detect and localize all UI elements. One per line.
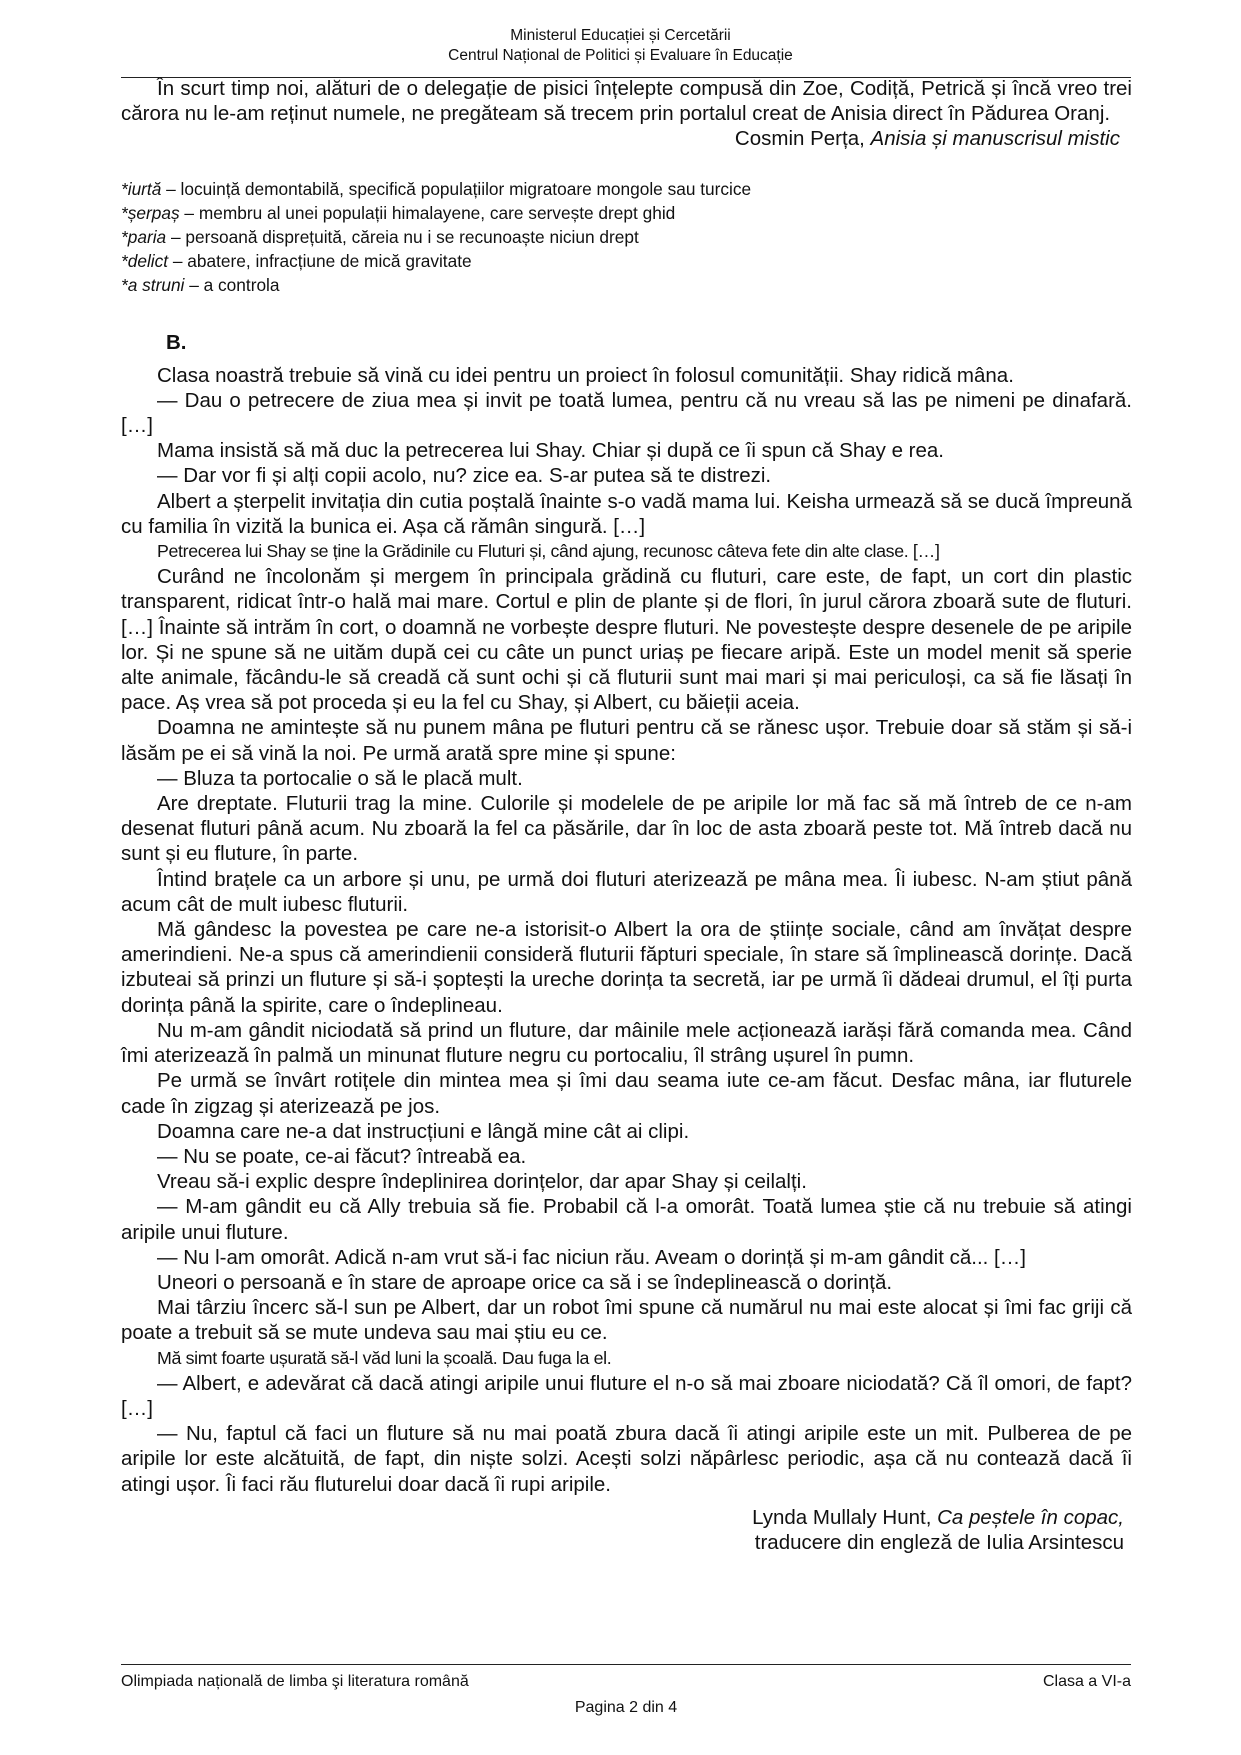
paragraph: Mă gândesc la povestea pe care ne-a istorisit-o Albert la ora de științe sociale, când am învățat despre amerindieni. Ne-a spus că amerindienii consideră fluturii făpturi speciale, în stare să împlinească dorințe. Dacă izbuteai să prinzi un fluture și să-i șoptești la ureche dorința ta secretă, iar pe urmă îi dădeai drumul, el îți purta dorința până la spirite, care o îndeplineau. (121, 918, 1132, 1017)
paragraph: — Albert, e adevărat că dacă atingi aripile unui fluture el n-o să mai zboare niciodată? Că îl omori, de fapt? […] (121, 1371, 1132, 1420)
glossary-note: *delict – abatere, infracțiune de mică gravitate (121, 250, 472, 271)
page-header (0, 26, 1241, 66)
header-center: Centrul Național de Politici și Evaluare în Educație (448, 47, 793, 64)
footer-divider (121, 1664, 1131, 1665)
paragraph: — Dar vor fi și alți copii acolo, nu? zice ea. S-ar putea să te distrezi. (157, 464, 772, 488)
section-a-source (121, 126, 1132, 151)
page-content (121, 76, 1132, 1555)
paragraph: Pe urmă se învârt rotițele din mintea mea și îmi dau seama iute ce-am făcut. Desfac mâna, iar fluturele cade în zigzag și aterizează pe jos. (121, 1069, 1132, 1118)
paragraph: Mai târziu încerc să-l sun pe Albert, dar un robot îmi spune că numărul nu mai este alocat și îmi fac griji că poate a trebuit să se mute undeva sau mai știu eu ce. (121, 1296, 1132, 1345)
source-author: Cosmin Perța, (734, 127, 865, 151)
glossary-note: *a struni – a controla (121, 274, 280, 295)
paragraph: — Bluza ta portocalie o să le placă mult. (157, 766, 523, 790)
glossary-notes (121, 177, 1132, 297)
paragraph: — Nu se poate, ce-ai făcut? întreabă ea. (157, 1144, 527, 1168)
credit-translation: traducere din engleză de Iulia Arsintescu (754, 1530, 1124, 1554)
paragraph: — Nu, faptul că faci un fluture să nu mai poată zbura dacă îi atingi aripile este un mit. Pulberea de pe aripile lor este alcătuită, de fapt, din niște solzi. Acești solzi năpârlesc periodic, așa că nu contează dacă îi atingi ușor. Îi faci rău fluturelui doar dacă îi rupi aripile. (121, 1422, 1132, 1496)
paragraph: Nu m-am gândit niciodată să prind un fluture, dar mâinile mele acționează iarăși fără comanda mea. Când îmi aterizează în palmă un minunat fluture negru cu portocaliu, îl strâng ușurel în pumn. (121, 1018, 1132, 1068)
paragraph: Doamna care ne-a dat instrucțiuni e lângă mine cât ai clipi. (157, 1119, 690, 1143)
glossary-note: *paria – persoană disprețuită, căreia nu i se recunoaște niciun drept (121, 226, 639, 247)
paragraph: Curând ne încolonăm și mergem în principala grădină cu fluturi, care este, de fapt, un cort din plastic transparent, ridicat într-o hală mai mare. Cortul e plin de plante și de flori, în jurul cărora zboară sute de fluturi. […] Înainte să intrăm în cort, o doamnă ne vorbește despre fluturi. Ne povestește despre desenele de pe aripile lor. Și ne spune să ne uităm după cei cu câte un punct uriaș pe fiecare aripă. Este un model menit să sperie alte animale, făcându-le să creadă că sunt ochi și că fluturii sunt mai mari și mai periculoși, ca să fie lăsați în pace. Aș vrea să pot proceda și eu la fel cu Shay, și Albert, cu băieții aceia. (121, 565, 1132, 715)
paragraph: Uneori o persoană e în stare de aproape orice ca să i se îndeplinească o dorință. (157, 1270, 893, 1294)
paragraph: — M-am gândit eu că Ally trebuia să fie. Probabil că l-a omorât. Toată lumea știe că nu trebuie să atingi aripile unui fluture. (121, 1195, 1132, 1244)
paragraph: — Dau o petrecere de ziua mea și invit pe toată lumea, pentru că nu vreau să las pe nimeni pe dinafară. […] (121, 388, 1132, 438)
paragraph: Petrecerea lui Shay se ține la Grădinile cu Fluturi și, când ajung, recunosc câteva fete din alte clase. […] (157, 541, 940, 562)
glossary-note: *șerpaș – membru al unei populații himalayene, care servește drept ghid (121, 202, 676, 223)
glossary-note: *iurtă – locuință demontabilă, specifică populațiilor migratoare mongole sau turcice (121, 178, 752, 199)
credit-line (121, 1505, 1124, 1530)
section-b-label: B. (166, 330, 187, 354)
page-number: Pagina 2 din 4 (574, 1699, 678, 1716)
paragraph: — Nu l-am omorât. Adică n-am vrut să-i fac niciun rău. Aveam o dorință și m-am gândit că... […] (157, 1245, 1026, 1269)
paragraph: Mă simt foarte ușurată să-l văd luni la școală. Dau fuga la el. (157, 1347, 612, 1368)
section-b-text (121, 363, 1132, 1497)
paragraph: Întind brațele ca un arbore și unu, pe urmă doi fluturi aterizează pe mâna mea. Îi iubesc. N-am știut până acum cât de mult iubesc fluturii. (121, 867, 1132, 916)
footer-olympiad: Olimpiada națională de limba şi literatura română (121, 1673, 469, 1690)
footer-grade: Clasa a VI-a (1042, 1673, 1131, 1690)
header-ministry: Ministerul Educației și Cercetării (510, 27, 731, 44)
source-book: Anisia și manuscrisul mistic (870, 127, 1120, 151)
paragraph: Are dreptate. Fluturii trag la mine. Culorile și modelele de pe aripile lor mă fac să mă întreb de ce n-am desenat fluturi până acum. Nu zboară la fel ca păsările, dar în loc de asta zboară peste tot. Mă întreb dacă nu sunt și eu fluture, în parte. (121, 792, 1132, 866)
credit-book: Ca peștele în copac, (937, 1505, 1124, 1529)
paragraph: Doamna ne amintește să nu punem mâna pe fluturi pentru că se rănesc ușor. Trebuie doar să stăm și să-i lăsăm pe ei să vină la noi. Pe urmă arată spre mine și spune: (121, 716, 1132, 765)
credit-author: Lynda Mullaly Hunt, (752, 1505, 932, 1529)
paragraph: Clasa noastră trebuie să vină cu idei pentru un proiect în folosul comunității. Shay ridică mâna. (157, 363, 1014, 387)
paragraph: Vreau să-i explic despre îndeplinirea dorințelor, dar apar Shay și ceilalți. (157, 1170, 807, 1194)
section-a-paragraph: În scurt timp noi, alături de o delegație de pisici înțelepte compusă din Zoe, Codiță, Petrică și încă vreo trei cărora nu le-am reținut numele, ne pregăteam să trecem prin portalul creat de Anisia direct în Pădurea Oranj. (121, 77, 1132, 126)
section-b-source (121, 1505, 1132, 1555)
paragraph: Albert a șterpelit invitația din cutia poștală înainte s-o vadă mama lui. Keisha urmează să se ducă împreună cu familia în vizită la bunica ei. Așa că rămân singură. […] (121, 489, 1132, 538)
paragraph: Mama insistă să mă duc la petrecerea lui Shay. Chiar și după ce îi spun că Shay e rea. (157, 439, 944, 463)
